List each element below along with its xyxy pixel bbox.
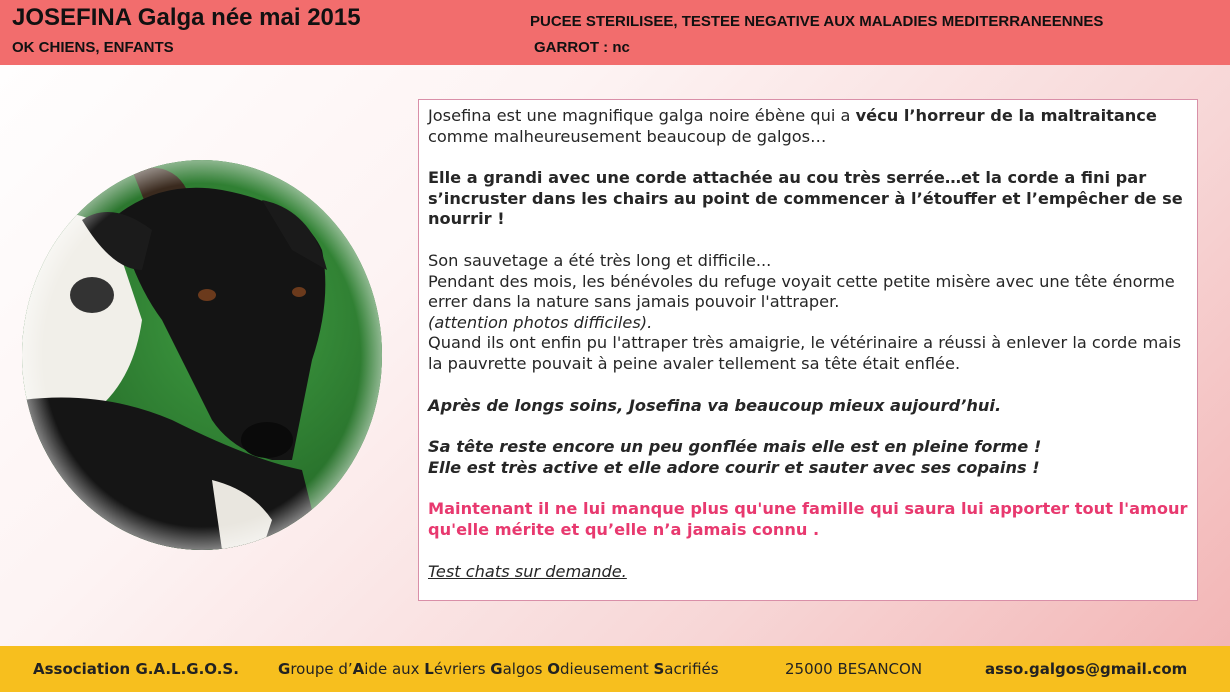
dog-photo-icon	[22, 160, 382, 550]
intro-text: Josefina est une magnifique galga noire ébène qui a	[428, 106, 856, 125]
association-acronym: Groupe d’Aide aux Lévriers Galgos Odieusement Sacrifiés	[278, 660, 719, 678]
garrot-info: GARROT : nc	[534, 39, 630, 56]
rescue-line-4: Quand ils ont enfin pu l'attraper très amaigrie, le vétérinaire a réussi à enlever la corde mais la pauvrette pouvait à peine avaler tellement sa tête était enflée.	[428, 333, 1182, 373]
rescue-line-2: Pendant des mois, les bénévoles du refuge voyait cette petite misère avec une tête énorme errer dans la nature sans jamais pouvoir l'attraper.	[428, 271, 1175, 312]
header-banner	[0, 0, 1230, 65]
dog-photo	[22, 160, 382, 550]
rope-paragraph: Elle a grandi avec une corde attachée au cou très serrée…et la corde a fini par s’incruster dans les chairs au point de commencer à l’étouffer et l’empêcher de se nourrir !	[428, 168, 1183, 229]
cat-test-note: Test chats sur demande.	[428, 561, 627, 581]
intro-text-end: comme malheureusement beaucoup de galgos…	[428, 126, 827, 146]
association-name: Association G.A.L.G.O.S.	[33, 660, 239, 678]
rescue-line-3: (attention photos difficiles).	[428, 312, 653, 332]
association-city: 25000 BESANCON	[785, 660, 923, 678]
adoption-appeal: Maintenant il ne lui manque plus qu'une famille qui saura lui apporter tout l'amour qu'elle mérite et qu’elle n’a jamais connu .	[428, 499, 1188, 539]
health-line-2: Elle est très active et elle adore courir et sauter avec ses copains !	[428, 457, 1040, 477]
description-box	[418, 99, 1198, 601]
page-title: JOSEFINA Galga née mai 2015	[12, 4, 361, 31]
footer-banner	[0, 646, 1230, 692]
compatibility-info: OK CHIENS, ENFANTS	[12, 39, 174, 56]
contact-email[interactable]: asso.galgos@gmail.com	[985, 660, 1188, 678]
intro-emphasis: vécu l’horreur de la maltraitance	[855, 106, 1157, 125]
health-info: PUCEE STERILISEE, TESTEE NEGATIVE AUX MALADIES MEDITERRANEENNES	[530, 13, 1104, 30]
health-line-1: Sa tête reste encore un peu gonflée mais elle est en pleine forme !	[428, 437, 1042, 457]
intro-paragraph	[428, 106, 1188, 147]
recovery-paragraph: Après de longs soins, Josefina va beaucoup mieux aujourd’hui.	[428, 395, 1002, 415]
rescue-line-1: Son sauvetage a été très long et difficile...	[428, 250, 772, 270]
